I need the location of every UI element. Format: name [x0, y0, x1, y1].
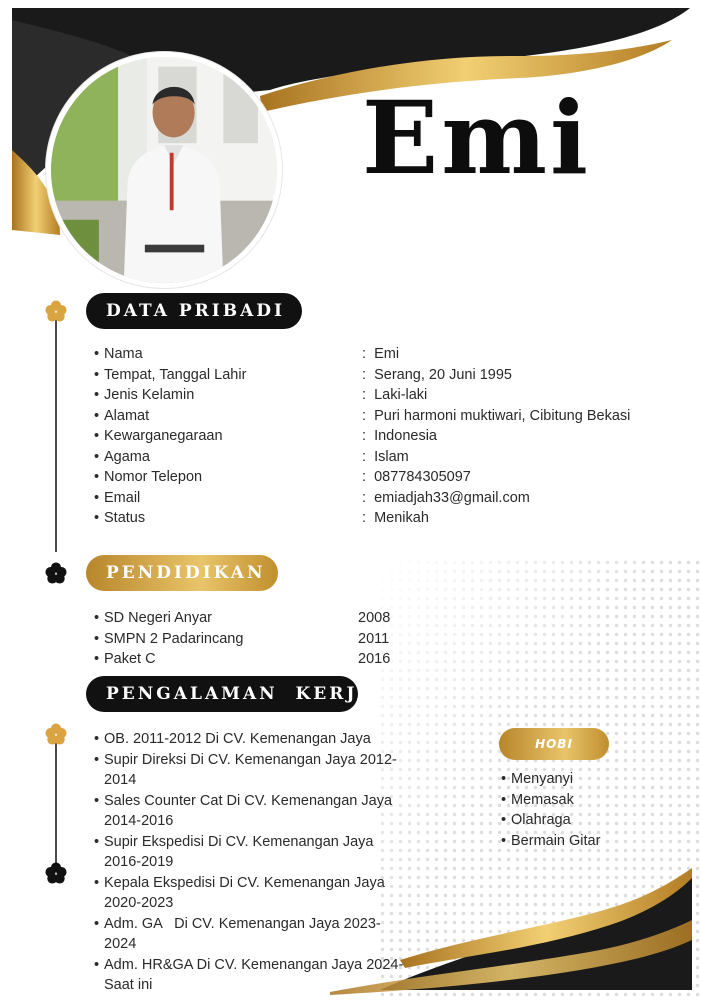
education-year: 2011: [358, 630, 390, 647]
personal-value: : Menikah: [362, 510, 429, 526]
education-school: SD Negeri Anyar: [104, 610, 212, 626]
personal-value: : Laki-laki: [362, 387, 428, 403]
experience-item: • Sales Counter Cat Di CV. Kemenangan Jaya 2014-2016: [104, 791, 404, 832]
personal-value: : Serang, 20 Juni 1995: [362, 366, 512, 383]
personal-label: Jenis Kelamin: [104, 387, 195, 403]
profile-photo: [46, 52, 282, 288]
personal-label: Email: [104, 489, 141, 506]
person-name-title: Emi: [362, 79, 592, 197]
experience-list: [104, 729, 404, 996]
experience-item: • Kepala Ekspedisi Di CV. Kemenangan Jaya 2020-2023: [104, 873, 404, 914]
timeline-line-lower: [55, 742, 57, 864]
experience-item: • OB. 2011-2012 Di CV. Kemenangan Jaya: [104, 729, 404, 750]
education-row: [104, 629, 404, 650]
education-row: [104, 649, 404, 670]
education-year: 2008: [358, 610, 391, 626]
education-row: [104, 608, 404, 629]
personal-data-list: [104, 344, 684, 529]
hobby-item: • Olahraga: [511, 810, 600, 831]
experience-item: • Adm. GA Di CV. Kemenangan Jaya 2023-2024: [104, 914, 404, 955]
personal-label: Status: [104, 510, 146, 526]
personal-value: : Emi: [362, 346, 400, 362]
personal-row: [104, 447, 684, 468]
personal-row: [104, 365, 684, 386]
personal-row: [104, 488, 684, 509]
personal-label: Tempat, Tanggal Lahir: [104, 366, 247, 383]
personal-value: : Puri harmoni muktiwari, Cibitung Bekasi: [362, 407, 631, 424]
personal-label: Nomor Telepon: [104, 469, 203, 485]
education-school: Paket C: [104, 651, 156, 667]
personal-label: Alamat: [104, 407, 150, 424]
hobby-list: [511, 769, 600, 851]
personal-label: Nama: [104, 346, 143, 362]
personal-row: [104, 385, 684, 406]
personal-row: [104, 344, 684, 365]
timeline-flower-icon: [45, 562, 67, 584]
personal-row: [104, 406, 684, 427]
personal-label: Kewarganegaraan: [104, 428, 223, 444]
section-header-personal: DATA PRIBADI: [86, 293, 302, 329]
hobby-item: • Memasak: [511, 790, 600, 811]
hobby-item: • Bermain Gitar: [511, 831, 600, 852]
timeline-flower-icon: [45, 300, 67, 322]
experience-item: • Adm. HR&GA Di CV. Kemenangan Jaya 2024-Saat ini: [104, 955, 404, 996]
timeline-line-upper: [55, 320, 57, 552]
personal-row: [104, 508, 684, 529]
experience-item: • Supir Direksi Di CV. Kemenangan Jaya 2012-2014: [104, 750, 404, 791]
profile-photo-illustration: [51, 57, 277, 283]
education-school: SMPN 2 Padarincang: [104, 630, 244, 647]
personal-label: Agama: [104, 448, 150, 465]
personal-value: : 087784305097: [362, 469, 471, 485]
section-header-education: PENDIDIKAN: [86, 555, 278, 591]
education-list: [104, 608, 404, 670]
timeline-flower-icon: [45, 862, 67, 884]
timeline-flower-icon: [45, 723, 67, 745]
personal-row: [104, 426, 684, 447]
personal-value: : emiadjah33@gmail.com: [362, 489, 530, 506]
section-header-hobby: HOBI: [499, 728, 609, 760]
section-header-experience: PENGALAMAN KERJA: [86, 676, 358, 712]
personal-value: : Islam: [362, 448, 409, 465]
hobby-item: • Menyanyi: [511, 769, 600, 790]
experience-item: • Supir Ekspedisi Di CV. Kemenangan Jaya 2016-2019: [104, 832, 404, 873]
personal-value: : Indonesia: [362, 428, 437, 444]
personal-row: [104, 467, 684, 488]
education-year: 2016: [358, 651, 391, 667]
